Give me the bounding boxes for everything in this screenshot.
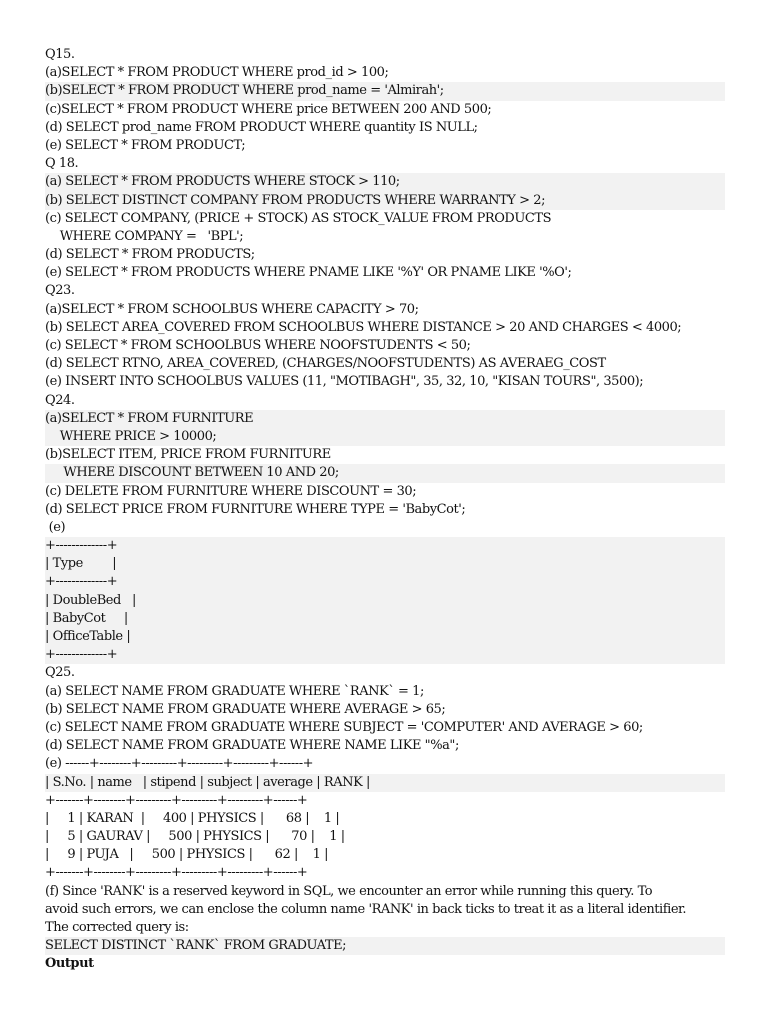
text-line: Q15. bbox=[45, 47, 75, 62]
text-line: (a)SELECT * FROM FURNITURE bbox=[45, 410, 725, 428]
text-line: (d) SELECT RTNO, AREA_COVERED, (CHARGES/NOOFSTUDENTS) AS AVERAEG_COST bbox=[45, 356, 606, 372]
text-line: (d) SELECT NAME FROM GRADUATE WHERE NAME LIKE "%a"; bbox=[45, 738, 459, 754]
text-line: (b)SELECT * FROM PRODUCT WHERE prod_name = 'Almirah'; bbox=[45, 82, 725, 100]
text-line: (f) Since 'RANK' is a reserved keyword in SQL, we encounter an error while running this query. To bbox=[45, 883, 653, 899]
text-line: (b) SELECT AREA_COVERED FROM SCHOOLBUS WHERE DISTANCE > 20 AND CHARGES < 4000; bbox=[45, 319, 682, 335]
text-line: (c)SELECT * FROM PRODUCT WHERE price BETWEEN 200 AND 500; bbox=[45, 101, 492, 117]
text-line: Q 18. bbox=[45, 156, 79, 172]
text-line: | 1 | KARAN | 400 | PHYSICS | 68 | 1 | bbox=[45, 810, 340, 826]
text-line: (a)SELECT * FROM PRODUCT WHERE prod_id > 100; bbox=[45, 65, 389, 81]
text-line: (b) SELECT DISTINCT COMPANY FROM PRODUCTS WHERE WARRANTY > 2; bbox=[45, 192, 725, 210]
text-line: (c) SELECT * FROM SCHOOLBUS WHERE NOOFSTUDENTS < 50; bbox=[45, 338, 471, 353]
document-body bbox=[45, 46, 725, 974]
text-line: (e) INSERT INTO SCHOOLBUS VALUES (11, "MOTIBAGH", 35, 32, 10, "KISAN TOURS", 3500); bbox=[45, 374, 644, 390]
text-line: Q23. bbox=[45, 283, 75, 299]
text-line: | S.No. | name | stipend | subject | average | RANK | bbox=[45, 774, 725, 792]
text-line: (e) SELECT * FROM PRODUCT; bbox=[45, 137, 246, 153]
text-line: | 5 | GAURAV | 500 | PHYSICS | 70 | 1 | bbox=[45, 829, 345, 845]
text-line: avoid such errors, we can enclose the column name 'RANK' in back ticks to treat it as a literal identifier. bbox=[45, 901, 687, 917]
text-line: (c) SELECT NAME FROM GRADUATE WHERE SUBJECT = 'COMPUTER' AND AVERAGE > 60; bbox=[45, 719, 643, 735]
text-line: (d) SELECT prod_name FROM PRODUCT WHERE quantity IS NULL; bbox=[45, 119, 478, 135]
text-line: Output bbox=[45, 956, 94, 972]
text-line: | DoubleBed | bbox=[45, 592, 725, 610]
text-line: (e) SELECT * FROM PRODUCTS WHERE PNAME LIKE '%Y' OR PNAME LIKE '%O'; bbox=[45, 265, 572, 281]
text-line: | BabyCot | bbox=[45, 610, 725, 628]
text-line: | Type | bbox=[45, 555, 725, 573]
text-line: | 9 | PUJA | 500 | PHYSICS | 62 | 1 | bbox=[45, 847, 329, 863]
text-line: +-------+--------+---------+---------+---------+------+ bbox=[45, 865, 308, 881]
text-line: WHERE COMPANY = 'BPL'; bbox=[45, 228, 244, 244]
text-line: (e) bbox=[45, 519, 66, 535]
text-line: (c) DELETE FROM FURNITURE WHERE DISCOUNT = 30; bbox=[45, 483, 417, 499]
text-line: +-------+--------+---------+---------+---------+------+ bbox=[45, 792, 308, 808]
text-line: Q24. bbox=[45, 392, 75, 408]
text-line: The corrected query is: bbox=[45, 920, 189, 935]
text-line: (b)SELECT ITEM, PRICE FROM FURNITURE bbox=[45, 447, 331, 463]
text-line: (d) SELECT * FROM PRODUCTS; bbox=[45, 247, 255, 263]
text-line: (c) SELECT COMPANY, (PRICE + STOCK) AS STOCK_VALUE FROM PRODUCTS bbox=[45, 210, 552, 226]
text-line: (e) ------+--------+---------+---------+---------+------+ bbox=[45, 756, 314, 772]
text-line: +-------------+ bbox=[45, 646, 725, 664]
text-line: WHERE DISCOUNT BETWEEN 10 AND 20; bbox=[45, 464, 725, 482]
text-line: WHERE PRICE > 10000; bbox=[45, 428, 725, 446]
text-line: (a) SELECT NAME FROM GRADUATE WHERE `RANK` = 1; bbox=[45, 683, 424, 699]
text-line: (a) SELECT * FROM PRODUCTS WHERE STOCK > 110; bbox=[45, 173, 725, 191]
text-line: SELECT DISTINCT `RANK` FROM GRADUATE; bbox=[45, 937, 725, 955]
text-line: | OfficeTable | bbox=[45, 628, 725, 646]
text-line: (d) SELECT PRICE FROM FURNITURE WHERE TYPE = 'BabyCot'; bbox=[45, 501, 466, 517]
text-line: (a)SELECT * FROM SCHOOLBUS WHERE CAPACITY > 70; bbox=[45, 301, 419, 317]
text-line: (b) SELECT NAME FROM GRADUATE WHERE AVERAGE > 65; bbox=[45, 701, 446, 717]
text-line: +-------------+ bbox=[45, 573, 725, 591]
text-line: +-------------+ bbox=[45, 537, 725, 555]
text-line: Q25. bbox=[45, 665, 75, 681]
